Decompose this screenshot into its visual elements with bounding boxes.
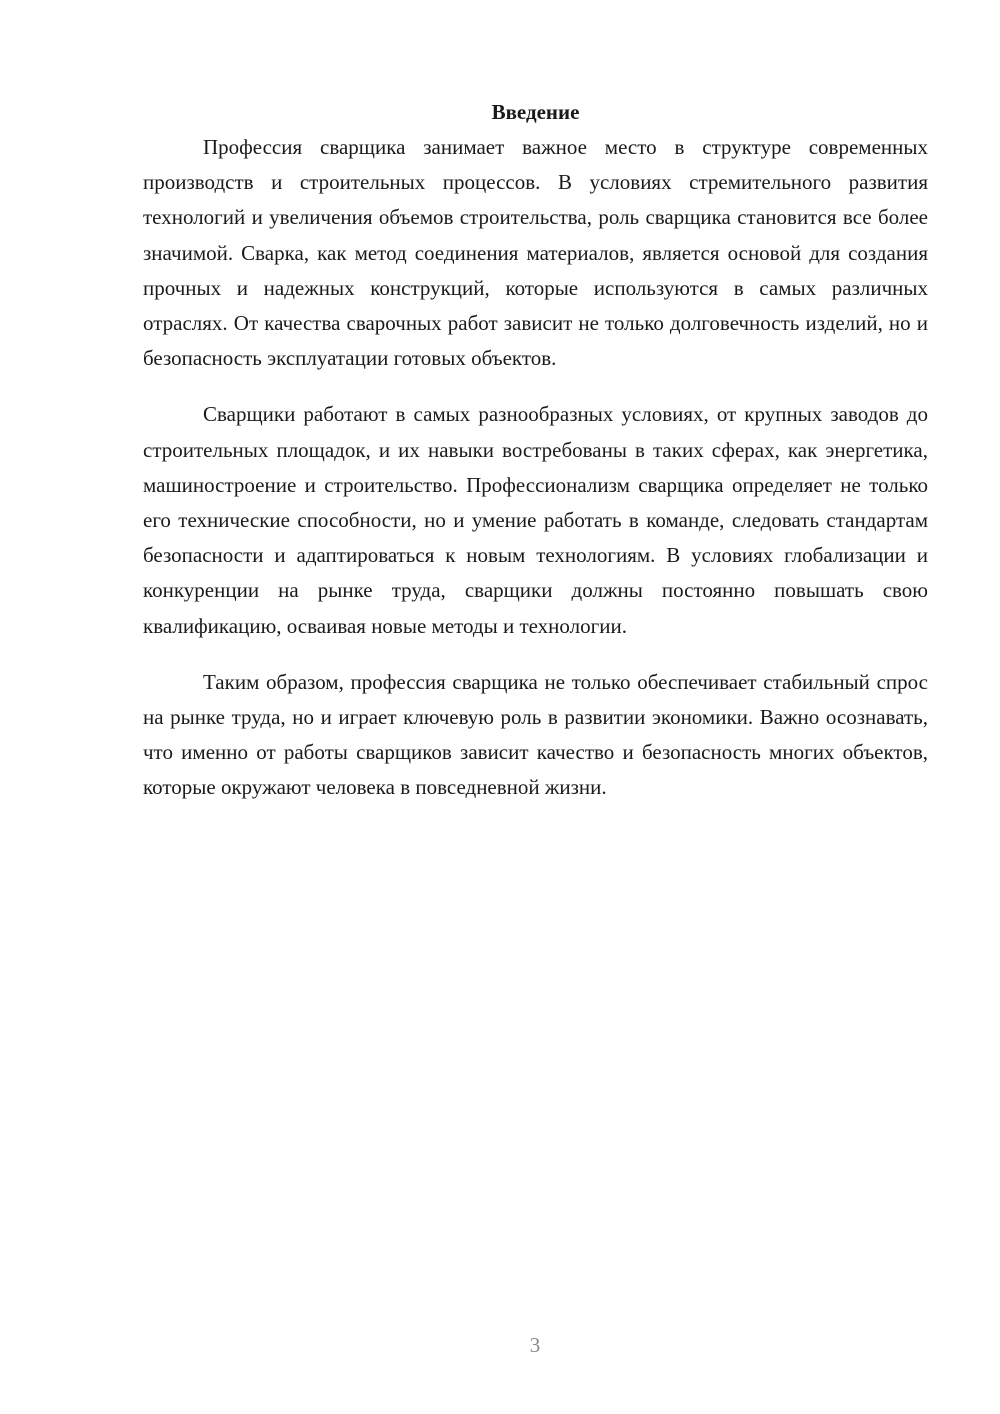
page-content xyxy=(143,95,928,806)
page-number: 3 xyxy=(529,1333,541,1357)
paragraph-3: Таким образом, профессия сварщика не только обеспечивает стабильный спрос на рынке труда, но и играет ключевую роль в развитии экономики. Важно осознавать, что именно от работы сварщиков зависит качество и безопасность многих объектов, которые окружают человека в повседневной жизни. xyxy=(143,669,928,800)
paragraph-2: Сварщики работают в самых разнообразных условиях, от крупных заводов до строительных площадок, и их навыки востребованы в таких сферах, как энергетика, машиностроение и строительство. Профессионализм сварщика определяет не только его технические способности, но и умение работать в команде, следовать стандартам безопасности и адаптироваться к новым технологиям. В условиях глобализации и конкуренции на рынке труда, сварщики должны постоянно повышать свою квалификацию, осваивая новые методы и технологии. xyxy=(143,402,928,638)
section-heading: Введение xyxy=(491,100,580,124)
paragraph-1: Профессия сварщика занимает важное место в структуре современных производств и строительных процессов. В условиях стремительного развития технологий и увеличения объемов строительства, роль сварщика становится все более значимой. Сварка, как метод соединения материалов, является основой для создания прочных и надежных конструкций, которые используются в самых различных отраслях. От качества сварочных работ зависит не только долговечность изделий, но и безопасность эксплуатации готовых объектов. xyxy=(143,135,928,371)
